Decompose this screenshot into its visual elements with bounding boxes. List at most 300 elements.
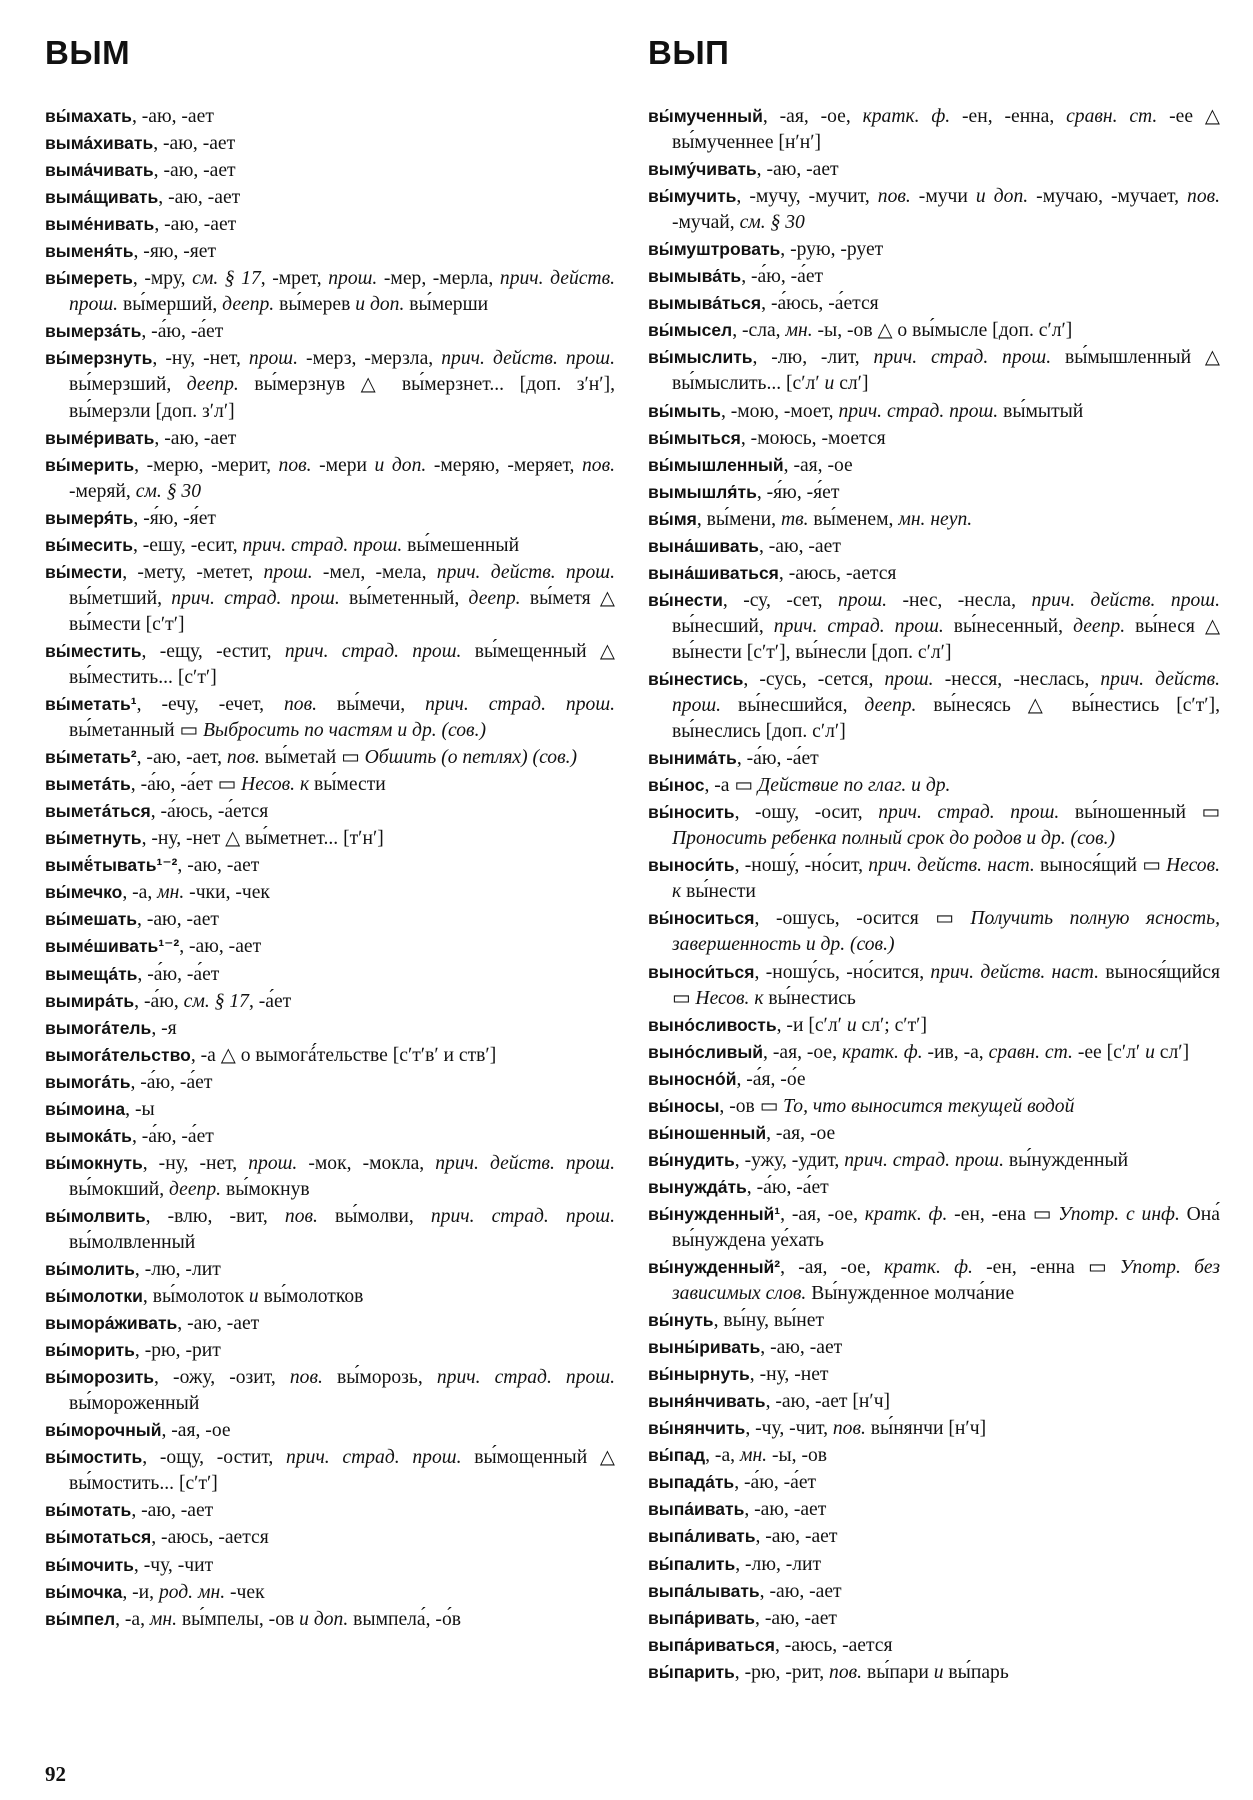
dictionary-entry xyxy=(648,1039,1220,1066)
headword: вы́носы xyxy=(648,1095,720,1116)
grammar-note: прош. xyxy=(884,668,934,690)
entry-text: вы́несшийся, xyxy=(721,695,865,717)
running-head-left: ВЫМ xyxy=(45,34,131,71)
entry-text: слʹ; сʹтʹ] xyxy=(856,1014,927,1036)
headword: вы́местить xyxy=(45,640,142,661)
entry-text: , -а́ет xyxy=(248,990,292,1012)
entry-text: вынося́щийся ▭ xyxy=(672,961,1220,1009)
entry-text: -ен, -енна ▭ xyxy=(972,1257,1120,1279)
grammar-note: прич. страд. прош. xyxy=(242,534,403,556)
entry-text: , -ая, -ое, xyxy=(780,1203,865,1225)
entry-text: вы́мерев xyxy=(274,294,356,316)
grammar-note: см. § 17 xyxy=(183,990,249,1012)
grammar-note: пов. xyxy=(829,1661,863,1683)
dictionary-entry xyxy=(45,1256,615,1283)
dictionary-entry xyxy=(648,852,1220,905)
entry-text: , -ошу, -осит, xyxy=(734,802,879,824)
grammar-note: см. § 30 xyxy=(739,212,805,234)
entry-text: , -аю, -ает xyxy=(131,106,214,127)
grammar-note: и доп. xyxy=(299,1608,349,1630)
entry-text: , -а́ю, -а́ет xyxy=(734,1472,817,1494)
entry-text: , -и [сʹлʹ xyxy=(776,1014,847,1036)
dictionary-entry xyxy=(45,1015,615,1042)
grammar-note: деепр. xyxy=(864,695,917,717)
entry-text: вы́мещенный △ вы́местить... [сʹтʹ] xyxy=(69,640,615,688)
grammar-note: Действие по глаг. и др. xyxy=(757,775,951,797)
grammar-note: деепр. xyxy=(186,374,239,396)
grammar-note: кратк. ф. xyxy=(883,1257,973,1279)
grammar-note: прош. xyxy=(248,348,298,370)
grammar-note: и xyxy=(846,1014,857,1036)
dictionary-entry xyxy=(45,1497,615,1524)
grammar-note: прич. действ. прош. xyxy=(1031,589,1220,611)
dictionary-entry xyxy=(648,344,1220,397)
entry-text: , -аю, -ает xyxy=(158,187,241,209)
entry-text: вымпела́, -о́в xyxy=(348,1608,461,1630)
dictionary-entry xyxy=(648,745,1220,772)
dictionary-entry xyxy=(648,452,1220,479)
dictionary-entry xyxy=(45,452,615,505)
dictionary-entry xyxy=(648,1012,1220,1039)
dictionary-entry xyxy=(45,157,615,184)
dictionary-entry xyxy=(45,1096,615,1123)
dictionary-entry xyxy=(648,1605,1220,1632)
headword: выноси́ть xyxy=(648,855,735,876)
entry-text: вы́мечи, xyxy=(316,694,426,716)
entry-text: вы́мести xyxy=(309,774,386,796)
headword: вы́месить xyxy=(45,534,133,555)
headword: вы́метать¹ xyxy=(45,694,137,715)
entry-text: -мел, -мела, xyxy=(312,561,437,583)
grammar-note: и доп. xyxy=(355,294,405,316)
headword: вы́ношенный xyxy=(648,1122,767,1143)
headword: вы́мерить xyxy=(45,454,135,475)
grammar-note: и xyxy=(933,1661,944,1683)
entry-text: вы́неся △ вы́нести [сʹтʹ], вы́несли [доп. сʹлʹ] xyxy=(672,615,1221,663)
headword: вы́нужденный¹ xyxy=(648,1203,781,1224)
entry-text: -ен, -енна, xyxy=(950,106,1067,127)
headword: выму́чивать xyxy=(648,159,757,180)
entry-text: , -мерю, -мерит, xyxy=(134,454,279,476)
grammar-note: Несов. к xyxy=(672,855,1220,903)
grammar-note: Несов. к xyxy=(241,774,310,796)
entry-text: , -ну, -нет △ вы́метнет... [тʹнʹ] xyxy=(141,828,384,850)
headword: выноси́ться xyxy=(648,961,755,982)
dictionary-entry xyxy=(648,1415,1220,1442)
dictionary-entry xyxy=(45,906,615,933)
grammar-note: прош. xyxy=(837,589,888,611)
headword: вы́мочить xyxy=(45,1554,134,1575)
entry-text: вы́несясь △ вы́нестись [сʹтʹ], вы́неслись [доп. сʹлʹ] xyxy=(672,695,1220,743)
grammar-note: мн. xyxy=(149,1608,178,1630)
headword: выменя́ть xyxy=(45,241,134,262)
entry-text: вы́молви, xyxy=(317,1205,431,1227)
headword: вымыва́ться xyxy=(648,293,762,314)
headword: вы́мешать xyxy=(45,909,138,930)
entry-text: , -мою, -моет, xyxy=(720,400,839,422)
dictionary-entry xyxy=(648,1307,1220,1334)
headword: выно́сливость xyxy=(648,1014,777,1035)
entry-text: , -аю, -ает xyxy=(758,535,841,557)
entry-text: , -а́ю, -а́ет ▭ xyxy=(130,774,242,796)
grammar-note: прич. действ. прош. xyxy=(672,668,1221,717)
grammar-note: см. § 30 xyxy=(135,480,202,502)
headword: выно́сливый xyxy=(648,1041,764,1062)
headword: выпа́ливать xyxy=(648,1526,756,1547)
headword: вымышля́ть xyxy=(648,481,757,502)
entry-text: , -а́ю, -а́ет xyxy=(137,963,220,985)
entry-text: , -и, xyxy=(122,1581,159,1603)
entry-text: , -яю, -яет xyxy=(133,241,217,263)
grammar-note: пов. xyxy=(284,1205,318,1227)
entry-text: , -аю, -ает xyxy=(153,160,236,182)
page-number: 92 xyxy=(45,1762,66,1786)
headword: вы́мысел xyxy=(648,320,733,341)
grammar-note: пов. xyxy=(877,186,911,208)
headword: вы́носить xyxy=(648,802,735,823)
dictionary-entry xyxy=(648,1578,1220,1605)
entry-text: вы́менем, xyxy=(808,508,899,530)
dictionary-entry xyxy=(648,1174,1220,1201)
dictionary-entry xyxy=(648,1201,1220,1254)
grammar-note: род. мн. xyxy=(158,1581,226,1603)
dictionary-entry xyxy=(648,1442,1220,1469)
dictionary-entry xyxy=(648,479,1220,506)
headword: вы́морочный xyxy=(45,1420,162,1441)
dictionary-entry xyxy=(45,1524,615,1551)
dictionary-entry xyxy=(648,425,1220,452)
entry-text: , -а́ю, xyxy=(134,990,184,1012)
headword: вы́мученный xyxy=(648,106,763,126)
headword: вы́морить xyxy=(45,1340,135,1361)
entry-text: , -аю, -ает xyxy=(179,936,262,958)
entry-text: , -ая, -ое xyxy=(783,454,853,476)
entry-text: вы́нянчи [нʹч] xyxy=(865,1418,987,1440)
headword: вы́мочка xyxy=(45,1581,123,1602)
entry-text: вы́мышленный △ вы́мыслить... [сʹлʹ xyxy=(672,347,1220,395)
dictionary-entry xyxy=(45,1579,615,1606)
entry-text: вы́мпелы, -ов xyxy=(177,1608,300,1630)
headword: вы́махать xyxy=(45,106,132,126)
entry-text: , -а́ю, -а́ет xyxy=(741,266,824,288)
entry-text: вы́мороженный xyxy=(69,1393,200,1415)
dictionary-entry xyxy=(45,1069,615,1096)
entry-text: вы́мешенный xyxy=(402,534,520,556)
entry-text: , -ну, -нет, xyxy=(152,348,249,370)
entry-text: , -а́юсь, -а́ется xyxy=(761,293,879,315)
entry-text: , -аю, -ает xyxy=(154,214,237,236)
entry-text: вы́метший, xyxy=(69,587,172,609)
grammar-note: и xyxy=(1145,1041,1155,1063)
entry-text: -ив, -а, xyxy=(922,1041,989,1063)
grammar-note: Обшить (о петлях) (сов.) xyxy=(364,747,578,769)
entry-text: , -аю, -ает xyxy=(744,1499,827,1521)
running-head-right: ВЫП xyxy=(648,34,730,71)
dictionary-entry xyxy=(45,852,615,879)
dictionary-entry xyxy=(648,290,1220,317)
grammar-note: прич. действ. прош. xyxy=(69,268,615,316)
entry-text: вы́мерзнув △ вы́мерзнет... [доп. зʹнʹ], вы́мерзли [доп. зʹлʹ] xyxy=(69,374,615,422)
grammar-note: пов. xyxy=(582,454,615,476)
grammar-note: пов. xyxy=(832,1418,866,1440)
entry-text: -мучаю, -мучает, xyxy=(1028,186,1188,208)
grammar-note: кратк. ф. xyxy=(864,1203,948,1225)
entry-text: вы́нести xyxy=(681,881,756,903)
entry-text: , -а́ю, -а́ет xyxy=(746,1176,829,1198)
headword: вы́мерзнуть xyxy=(45,348,153,369)
entry-text: , -рю, -рит, xyxy=(734,1661,830,1683)
grammar-note: прич. действ. прош. xyxy=(436,561,615,583)
headword: вымё́тывать¹⁻² xyxy=(45,855,178,876)
dictionary-entry xyxy=(648,398,1220,425)
grammar-note: То, что выносится текущей водой xyxy=(783,1095,1075,1117)
grammar-note: деепр. xyxy=(169,1178,222,1200)
grammar-note: прош. xyxy=(248,1152,298,1174)
dictionary-entry xyxy=(45,961,615,988)
dictionary-entry xyxy=(45,1552,615,1579)
headword: выносно́й xyxy=(648,1068,737,1089)
entry-text: вы́морозь, xyxy=(322,1367,437,1389)
headword: вына́шивать xyxy=(648,535,759,556)
headword: вы́мотаться xyxy=(45,1527,152,1548)
headword: вы́моина xyxy=(45,1098,126,1119)
dictionary-entry xyxy=(45,691,615,744)
grammar-note: Несов. к xyxy=(695,987,764,1009)
dictionary-entry xyxy=(45,1123,615,1150)
headword: вы́метать² xyxy=(45,747,137,768)
grammar-note: деепр. xyxy=(222,294,275,316)
entry-text: , -ешу, -есит, xyxy=(132,534,243,556)
headword: вынима́ть xyxy=(648,748,737,769)
dictionary-entry xyxy=(45,1310,615,1337)
entry-text: , вы́мени, xyxy=(696,508,781,530)
dictionary-entry xyxy=(45,559,615,638)
entry-text: , -а́ю, -а́ет xyxy=(130,1071,213,1093)
grammar-note: мн. xyxy=(157,882,185,904)
dictionary-entry xyxy=(45,265,615,318)
entry-text: , -ну, -нет xyxy=(749,1364,829,1386)
entry-text: , -ещу, -естит, xyxy=(141,640,285,662)
headword: вы́нуть xyxy=(648,1310,714,1331)
dictionary-entry xyxy=(45,1203,615,1256)
dictionary-entry xyxy=(45,130,615,157)
entry-text: вы́мокнув xyxy=(221,1178,310,1200)
grammar-note: пов. xyxy=(278,454,312,476)
grammar-note: Употр. без зависимых слов. xyxy=(672,1257,1220,1305)
entry-text: , -аю, -ает xyxy=(755,1526,838,1548)
dictionary-entry xyxy=(45,771,615,798)
headword: выпа́лывать xyxy=(648,1580,760,1601)
headword: вы́метнуть xyxy=(45,828,142,849)
entry-text: -ы, -ов △ о вы́мысле [доп. сʹлʹ] xyxy=(812,320,1073,342)
entry-text: , -лю, -лит, xyxy=(752,347,874,369)
entry-text: , -аю, -ает, xyxy=(136,747,227,769)
entry-text: , -ая, -ое, xyxy=(763,1041,842,1063)
grammar-note: и доп. xyxy=(374,454,427,476)
headword: вы́муштровать xyxy=(648,239,781,260)
entry-text: , -а, xyxy=(122,882,158,904)
entry-text: , -а́ю, -а́ет xyxy=(131,1125,214,1147)
headword: вы́мыть xyxy=(648,400,721,421)
dictionary-entry xyxy=(45,1283,615,1310)
entry-text: -ее [сʹлʹ xyxy=(1072,1041,1146,1063)
entry-text: -мок, -мокла, xyxy=(297,1152,436,1174)
entry-text: слʹ] xyxy=(1154,1041,1190,1063)
headword: вы́мпел xyxy=(45,1608,116,1629)
dictionary-entry xyxy=(45,532,615,559)
dictionary-entry xyxy=(45,345,615,424)
entry-text: , -ая, -ое xyxy=(161,1420,231,1442)
entry-text: , -влю, -вит, xyxy=(145,1205,285,1227)
entry-text: , -су, -сет, xyxy=(722,589,838,611)
grammar-note: Выбросить по частям и др. (сов.) xyxy=(202,720,486,742)
dictionary-entry xyxy=(648,533,1220,560)
grammar-note: прич. страд. прош. xyxy=(844,1149,1004,1171)
dictionary-entry xyxy=(648,183,1220,236)
headword: выме́шивать¹⁻² xyxy=(45,936,180,957)
entry-text: вы́мерзший, xyxy=(69,374,187,396)
headword: вы́молотки xyxy=(45,1286,143,1307)
dictionary-entry xyxy=(45,211,615,238)
grammar-note: Употр. с инф. xyxy=(1058,1203,1180,1225)
dictionary-entry xyxy=(648,1523,1220,1550)
entry-text: , вы́ну, вы́нет xyxy=(713,1310,825,1332)
dictionary-entry xyxy=(648,103,1220,156)
dictionary-entry xyxy=(45,1337,615,1364)
headword: вы́нырнуть xyxy=(648,1364,750,1385)
entry-text: -ее △ вы́мученнее [нʹнʹ] xyxy=(672,106,1220,154)
left-entries xyxy=(45,103,615,1633)
entry-text: , -аюсь, -ается xyxy=(778,562,897,584)
entry-text: , -ы xyxy=(125,1098,155,1120)
entry-text: вы́мерший, xyxy=(118,294,223,316)
headword: выме́ривать xyxy=(45,427,155,448)
entry-text: , -чу, -чит xyxy=(133,1554,214,1576)
grammar-note: прош. xyxy=(328,268,378,290)
entry-text: вынося́щий ▭ xyxy=(1034,855,1166,877)
entry-text: , -а́юсь, -а́ется xyxy=(150,801,269,823)
grammar-note: сравн. ст. xyxy=(988,1041,1073,1063)
entry-text: вы́метя △ вы́мести [сʹтʹ] xyxy=(69,587,615,635)
dictionary-entry xyxy=(45,238,615,265)
headword: выня́нчивать xyxy=(648,1391,766,1412)
entry-text: , -мру, xyxy=(132,268,193,290)
dictionary-entry xyxy=(648,560,1220,587)
grammar-note: тв. xyxy=(780,508,809,530)
dictionary-entry xyxy=(648,263,1220,290)
entry-text: , -ощу, -остит, xyxy=(142,1447,287,1469)
entry-text: вы́молотков xyxy=(258,1286,364,1308)
entry-text: , -ошусь, -осится ▭ xyxy=(754,908,971,930)
entry-text: -чек xyxy=(225,1581,265,1603)
entry-text: , -аю, -ает xyxy=(153,133,236,155)
entry-text: , -ношу́, -но́сит, xyxy=(734,855,869,877)
entry-text: , -аю, -ает xyxy=(131,1500,214,1522)
dictionary-entry xyxy=(45,318,615,345)
entry-text: , -а, xyxy=(705,1445,740,1467)
grammar-note: мн. xyxy=(785,320,813,342)
entry-text: , -я xyxy=(151,1017,177,1039)
headword: вы́мереть xyxy=(45,268,133,289)
headword: вы́нудить xyxy=(648,1149,735,1170)
entry-text: , -ну, -нет, xyxy=(142,1152,249,1174)
headword: вымыва́ть xyxy=(648,266,742,287)
headword: выма́чивать xyxy=(45,160,154,181)
entry-text: , -рю, -рит xyxy=(134,1340,221,1362)
entry-text: , -аюсь, -ается xyxy=(151,1527,269,1549)
grammar-note: прич. страд. прош. xyxy=(873,347,1052,369)
grammar-note: и xyxy=(248,1286,259,1308)
headword: вымора́живать xyxy=(45,1313,178,1334)
grammar-note: прич. действ. прош. xyxy=(435,1152,615,1174)
entry-text: вы́мокший, xyxy=(69,1178,169,1200)
entry-text: вы́мощенный △ вы́мостить... [сʹтʹ] xyxy=(69,1447,616,1495)
entry-text: , -аю, -ает xyxy=(760,1337,843,1359)
dictionary-entry xyxy=(648,799,1220,852)
headword: вы́морозить xyxy=(45,1367,155,1388)
entry-text: -несся, -неслась, xyxy=(933,668,1101,690)
dictionary-entry xyxy=(45,103,615,130)
headword: вы́мести xyxy=(45,561,123,582)
entry-text: , -сла, xyxy=(732,320,786,342)
entry-text: , -сусь, -сется, xyxy=(743,668,885,690)
entry-text: -меряй, xyxy=(69,480,136,502)
entry-text: , -аю, -ает [нʹч] xyxy=(765,1391,891,1413)
entry-text: , -а́ю, -а́ет xyxy=(141,321,224,343)
entry-text: , -аю, -ает xyxy=(755,1607,837,1629)
entry-text: , -ов ▭ xyxy=(719,1095,784,1117)
dictionary-entry xyxy=(45,505,615,532)
entry-text: -мучай, xyxy=(672,212,740,234)
headword: вымеща́ть xyxy=(45,963,138,984)
grammar-note: Получить полную ясность, завершенность и др. (сов.) xyxy=(672,908,1220,956)
dictionary-entry xyxy=(648,1388,1220,1415)
dictionary-entry xyxy=(45,425,615,452)
headword: выпа́ривать xyxy=(648,1607,756,1628)
entry-text: , -ая, -ое, xyxy=(762,106,863,127)
headword: вы́нестись xyxy=(648,668,744,689)
headword: вы́мостить xyxy=(45,1447,143,1468)
dictionary-entry xyxy=(648,1093,1220,1120)
entry-text: , -ая, -ое xyxy=(766,1122,836,1144)
headword: вымерза́ть xyxy=(45,321,142,342)
entry-text: вы́мерши xyxy=(404,294,489,316)
entry-text: -мучи xyxy=(910,186,976,208)
grammar-note: см. § 17 xyxy=(192,268,261,290)
headword: вымокá́ть xyxy=(45,1125,132,1146)
grammar-note: прич. действ. прош. xyxy=(441,348,615,370)
headword: вы́мыться xyxy=(648,427,741,448)
dictionary-entry xyxy=(648,587,1220,666)
dictionary-entry xyxy=(45,879,615,906)
grammar-note: прич. страд. прош. xyxy=(171,587,340,609)
entry-text: , -а △ о вымогá́тельстве [сʹтʹвʹ и ствʹ] xyxy=(190,1044,497,1066)
entry-text: вы́метенный, xyxy=(339,587,469,609)
entry-text: Она́ вы́нуждена уе́хать xyxy=(672,1203,1220,1251)
grammar-note: деепр. xyxy=(1073,615,1126,637)
grammar-note: прич. страд. прош. xyxy=(436,1367,616,1389)
dictionary-entry xyxy=(648,506,1220,533)
entry-text: , -а́я, -о́е xyxy=(736,1068,806,1090)
dictionary-entry xyxy=(45,1417,615,1444)
entry-text: , -чу, -чит, xyxy=(745,1418,833,1440)
entry-text: , -ая, -ое, xyxy=(780,1257,884,1279)
entry-text: , -ечу, -ечет, xyxy=(136,694,284,716)
grammar-note: прич. страд. прош. xyxy=(838,400,999,422)
grammar-note: мн. xyxy=(739,1445,768,1467)
headword: вымогá́ть xyxy=(45,1071,131,1092)
entry-text: , -аю, -ает xyxy=(137,909,219,931)
